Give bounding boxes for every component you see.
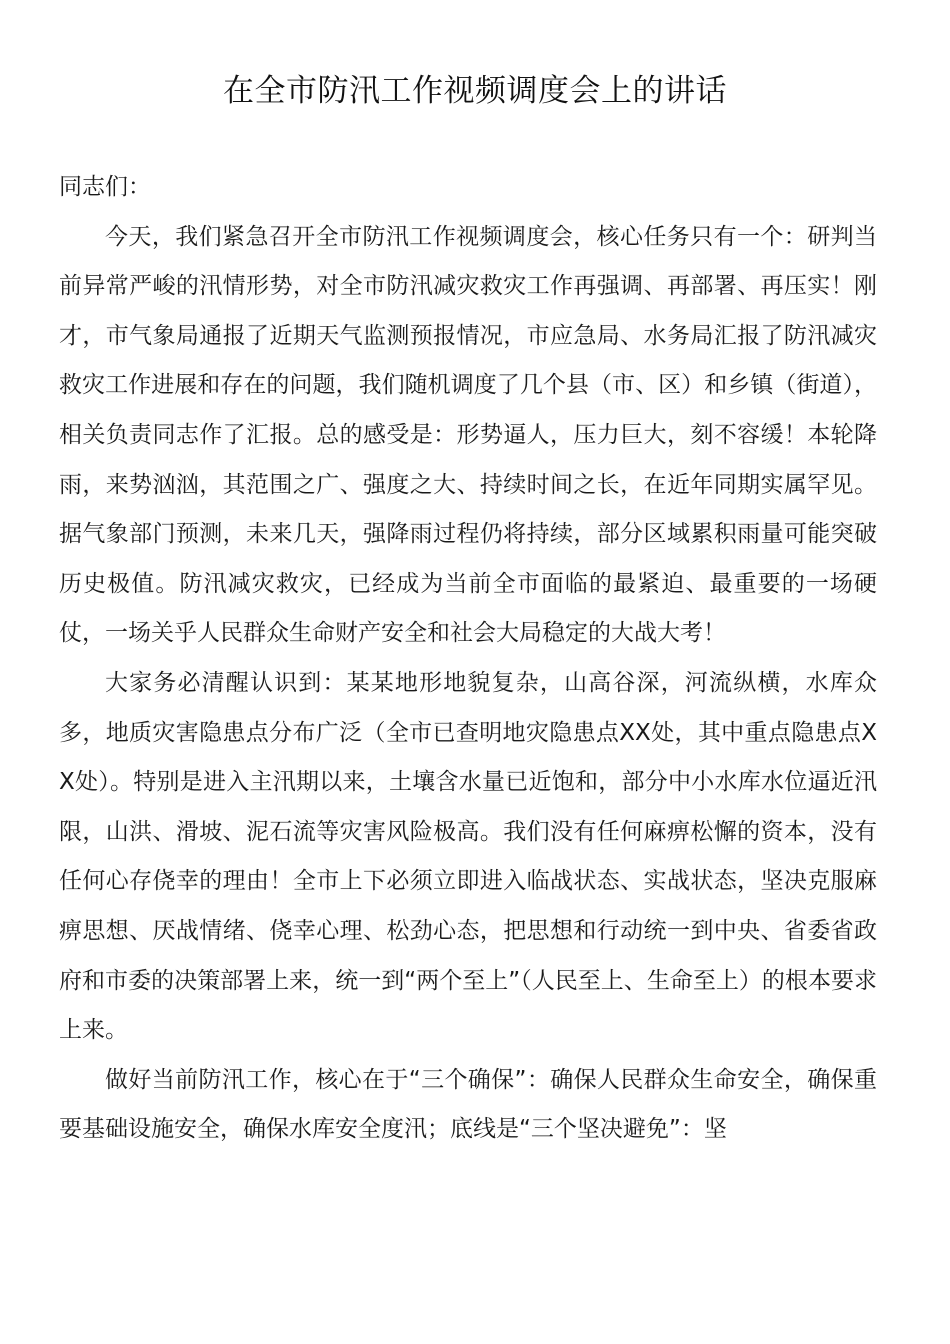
document-title: 在全市防汛工作视频调度会上的讲话 [223,73,727,109]
paragraph-2: 大家务必清醒认识到：某某地形地貌复杂，山高谷深，河流纵横，水库众多，地质灾害隐患点分布广泛（全市已查明地灾隐患点XX处，其中重点隐患点XX处）。特别是进入主汛期以来，土壤含水量已近饱和，部分中小水库水位逼近汛限，山洪、滑坡、泥石流等灾害风险极高。我们没有任何麻痹松懈的资本，没有任何心存侥幸的理由！全市上下必须立即进入临战状态、实战状态，坚决克服麻痹思想、厌战情绪、侥幸心理、松劲心态，把思想和行动统一到中央、省委省政府和市委的决策部署上来，统一到“两个至上”（人民至上、生命至上）的根本要求上来。 [59,669,877,1044]
paragraph-1: 今天，我们紧急召开全市防汛工作视频调度会，核心任务只有一个：研判当前异常严峻的汛情形势，对全市防汛减灾救灾工作再强调、再部署、再压实！刚才，市气象局通报了近期天气监测预报情况，市应急局、水务局汇报了防汛减灾救灾工作进展和存在的问题，我们随机调度了几个县（市、区）和乡镇（街道），相关负责同志作了汇报。总的感受是：形势逼人，压力巨大，刻不容缓！本轮降雨，来势汹汹，其范围之广、强度之大、持续时间之长，在近年同期实属罕见。据气象部门预测，未来几天，强降雨过程仍将持续，部分区域累积雨量可能突破历史极值。防汛减灾救灾，已经成为当前全市面临的最紧迫、最重要的一场硬仗，一场关乎人民群众生命财产安全和社会大局稳定的大战大考！ [59,223,877,647]
salutation: 同志们： [59,174,151,200]
paragraph-3: 做好当前防汛工作，核心在于“三个确保”：确保人民群众生命安全，确保重要基础设施安全，确保水库安全度汛；底线是“三个坚决避免”：坚 [59,1066,877,1143]
document-body [59,163,877,1155]
